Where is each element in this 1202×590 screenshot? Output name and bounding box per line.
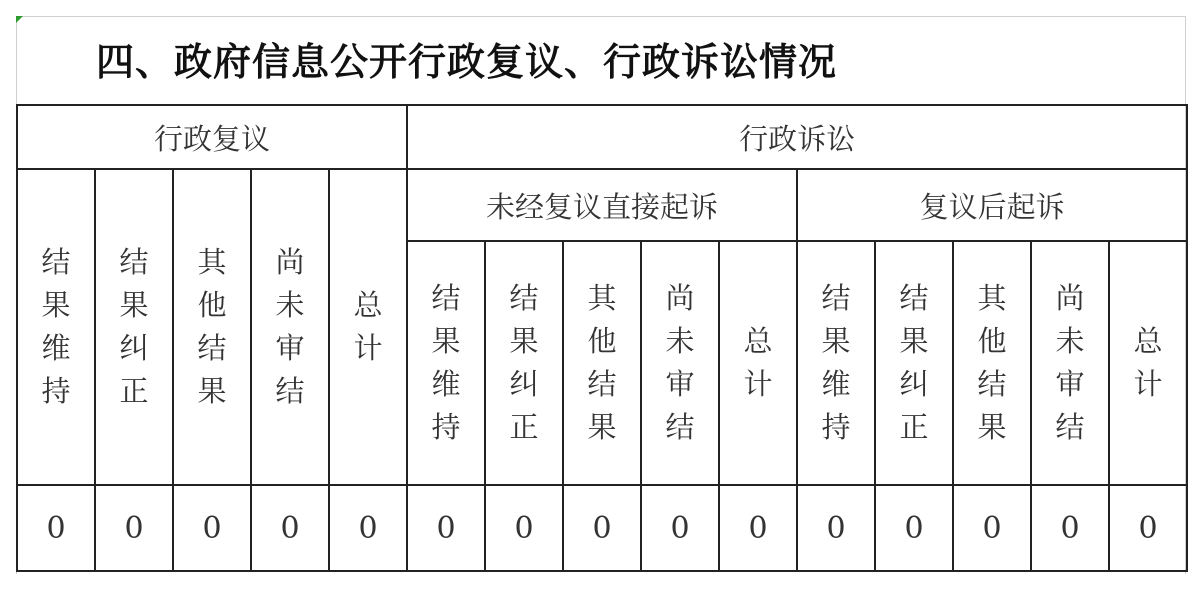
- header-admin-litigation: 行政诉讼: [407, 105, 1187, 169]
- litigation-table: [16, 104, 1188, 572]
- header-after-review-litigation: 复议后起诉: [797, 169, 1187, 241]
- col-direct-other: 其他结果: [563, 241, 641, 485]
- value-direct-maintain: 0: [407, 485, 485, 571]
- value-after-maintain: 0: [797, 485, 875, 571]
- value-review-other: 0: [173, 485, 251, 571]
- value-after-other: 0: [953, 485, 1031, 571]
- value-direct-correct: 0: [485, 485, 563, 571]
- col-after-total: 总计: [1109, 241, 1187, 485]
- col-review-correct: 结果纠正: [95, 169, 173, 485]
- col-direct-maintain: 结果维持: [407, 241, 485, 485]
- header-admin-review: 行政复议: [17, 105, 407, 169]
- section-title: 四、政府信息公开行政复议、行政诉讼情况: [96, 40, 838, 84]
- value-direct-pending: 0: [641, 485, 719, 571]
- value-review-maintain: 0: [17, 485, 95, 571]
- col-after-pending: 尚未审结: [1031, 241, 1109, 485]
- header-direct-litigation: 未经复议直接起诉: [407, 169, 797, 241]
- value-review-total: 0: [329, 485, 407, 571]
- value-after-pending: 0: [1031, 485, 1109, 571]
- col-direct-pending: 尚未审结: [641, 241, 719, 485]
- value-review-correct: 0: [95, 485, 173, 571]
- value-after-total: 0: [1109, 485, 1187, 571]
- col-review-other: 其他结果: [173, 169, 251, 485]
- col-direct-total: 总计: [719, 241, 797, 485]
- value-after-correct: 0: [875, 485, 953, 571]
- col-after-correct: 结果纠正: [875, 241, 953, 485]
- col-review-maintain: 结果维持: [17, 169, 95, 485]
- col-direct-correct: 结果纠正: [485, 241, 563, 485]
- corner-marker: [16, 16, 23, 23]
- value-review-pending: 0: [251, 485, 329, 571]
- value-direct-other: 0: [563, 485, 641, 571]
- col-after-maintain: 结果维持: [797, 241, 875, 485]
- col-review-pending: 尚未审结: [251, 169, 329, 485]
- col-review-total: 总计: [329, 169, 407, 485]
- value-direct-total: 0: [719, 485, 797, 571]
- col-after-other: 其他结果: [953, 241, 1031, 485]
